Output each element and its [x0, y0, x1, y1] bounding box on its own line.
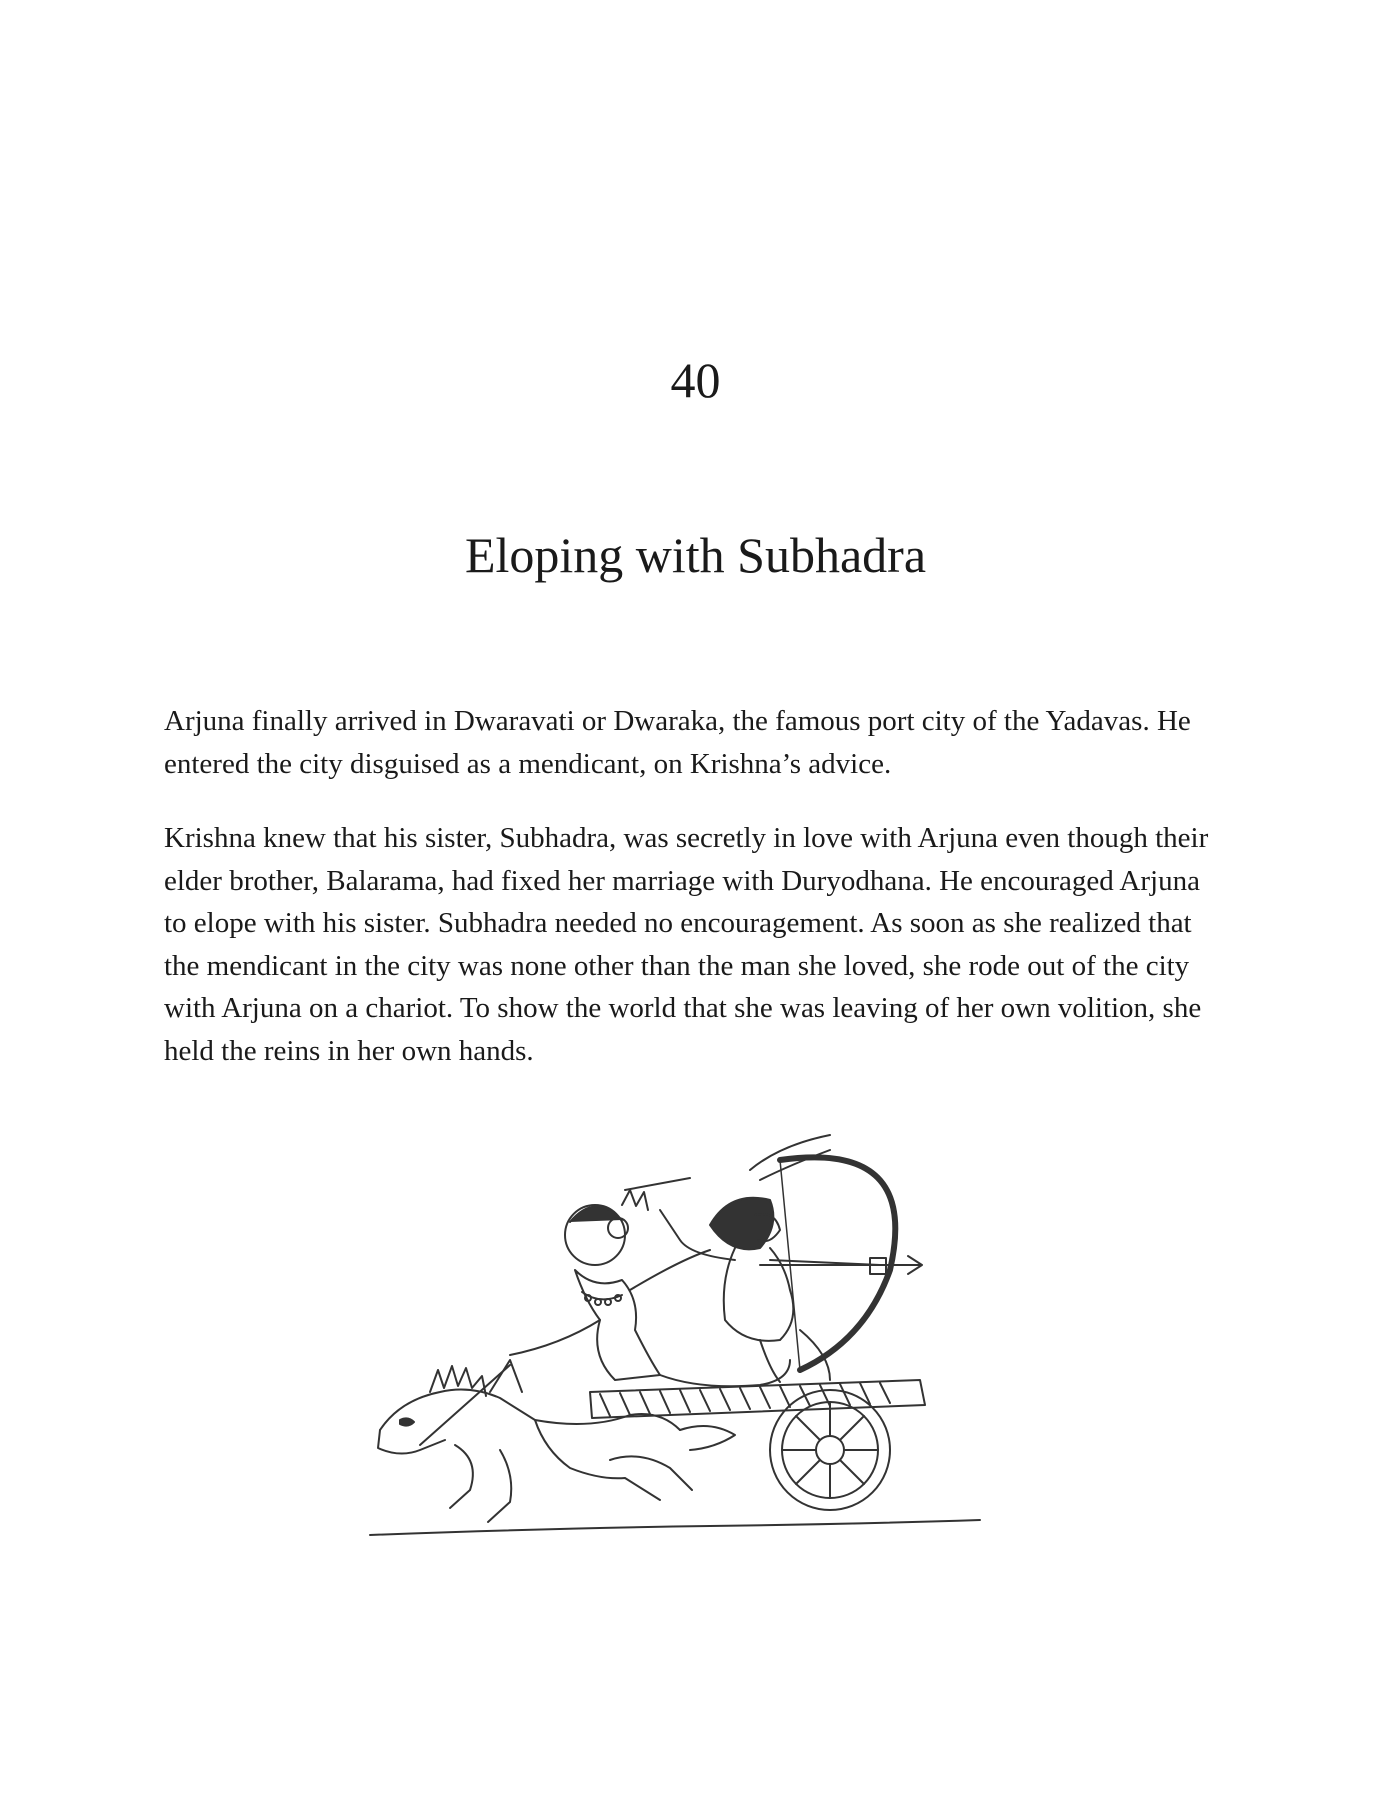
- arjuna-figure: [625, 1178, 880, 1382]
- chapter-body: [164, 700, 1224, 1104]
- chariot-wheel: [770, 1390, 890, 1510]
- chariot-illustration: [360, 1130, 1040, 1550]
- chapter-number: 40: [670, 352, 721, 408]
- ground-line: [370, 1520, 980, 1535]
- bow-and-arrow: [750, 1135, 922, 1370]
- chapter-title: Eloping with Subhadra: [464, 527, 927, 583]
- chariot-drawing: [360, 1130, 1040, 1550]
- paragraph-2: Krishna knew that his sister, Subhadra, was secretly in love with Arjuna even though their elder brother, Balarama, had fixed her marriage with Duryodhana. He encouraged Arjuna to elope with his sister. Subhadra needed no encouragement. As soon as she realized that the mendicant in the city was none other than the man she loved, she rode out of the city with Arjuna on a chariot. To show the world that she was leaving of her own volition, she held the reins in her own hands.: [164, 822, 1209, 1067]
- horse-figure: [378, 1360, 735, 1522]
- paragraph-1: Arjuna finally arrived in Dwaravati or Dwaraka, the famous port city of the Yadavas. He entered the city disguised as a mendicant, on Krishna’s advice.: [164, 705, 1191, 780]
